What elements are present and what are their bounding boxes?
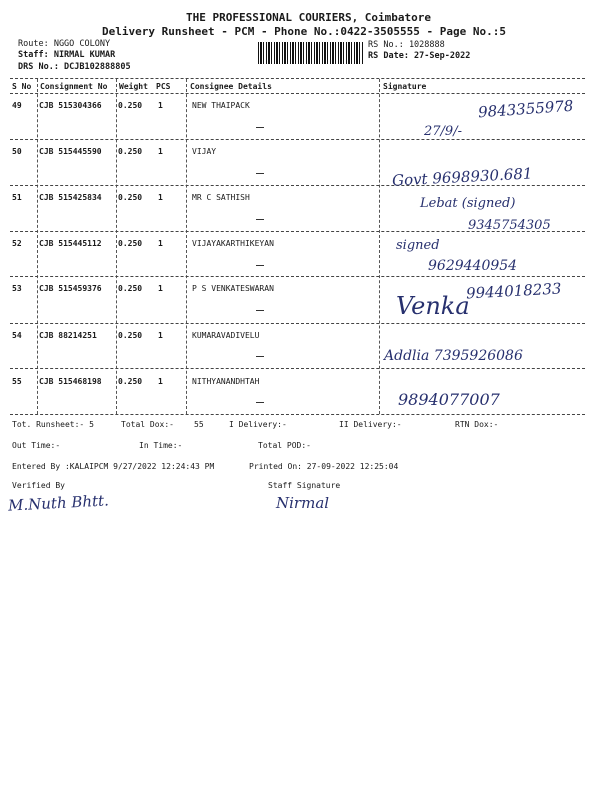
row-weight: 0.250	[118, 284, 143, 293]
row-pcs: 1	[158, 331, 163, 340]
drs-number: DRS No.: DCJB102888805	[18, 62, 131, 72]
ii-delivery: II Delivery:-	[339, 420, 402, 429]
pen-mark	[256, 356, 264, 357]
out-time: Out Time:-	[12, 441, 61, 450]
row-sno: 53	[12, 284, 22, 293]
row-sno: 50	[12, 147, 22, 156]
printed-on: Printed On: 27-09-2022 12:25:04	[249, 462, 399, 471]
rtn-dox: RTN Dox:-	[455, 420, 499, 429]
row-consignee: MR C SATHISH	[192, 193, 250, 202]
row-consignee: VIJAY	[192, 147, 217, 156]
row-weight: 0.250	[118, 331, 143, 340]
handwritten-name: Lebat (signed)	[420, 196, 516, 211]
route-label: Route: NGGO COLONY	[18, 39, 111, 49]
handwritten-signature: 9894077007	[398, 390, 500, 409]
pen-mark	[256, 173, 264, 174]
col-header-consignee: Consignee Details	[190, 82, 272, 91]
row-consignment: CJB 88214251	[39, 331, 97, 340]
entered-by: Entered By :KALAIPCM 9/27/2022 12:24:43 PM	[12, 462, 215, 471]
row-rule	[10, 139, 585, 140]
col-header-weight: Weight	[119, 82, 148, 91]
runsheet-title: Delivery Runsheet - PCM - Phone No.:0422-3505555 - Page No.:5	[102, 25, 506, 38]
col-divider	[379, 79, 380, 414]
row-pcs: 1	[158, 239, 163, 248]
table-header-rule	[10, 93, 585, 94]
handwritten-phone: 9944018233	[465, 279, 562, 303]
total-runsheet: Tot. Runsheet:- 5	[12, 420, 94, 429]
row-rule	[10, 323, 585, 324]
row-rule	[10, 185, 585, 186]
verified-by-label: Verified By	[12, 481, 65, 490]
row-consignment: CJB 515445590	[39, 147, 102, 156]
staff-signature: Nirmal	[276, 494, 330, 512]
row-consignee: KUMARAVADIVELU	[192, 331, 260, 340]
row-sno: 55	[12, 377, 22, 386]
i-delivery: I Delivery:-	[229, 420, 287, 429]
row-pcs: 1	[158, 377, 163, 386]
staff-signature-label: Staff Signature	[268, 481, 341, 490]
row-consignment: CJB 515425834	[39, 193, 102, 202]
row-weight: 0.250	[118, 101, 143, 110]
handwritten-phone: Addlia 7395926086	[384, 348, 523, 364]
row-weight: 0.250	[118, 377, 143, 386]
handwritten-signature: signed	[396, 238, 440, 253]
total-pod: Total POD:-	[258, 441, 311, 450]
handwritten-phone: Govt 9698930.681	[391, 164, 533, 190]
rs-date: RS Date: 27-Sep-2022	[368, 51, 471, 61]
row-sno: 49	[12, 101, 22, 110]
row-consignment: CJB 515304366	[39, 101, 102, 110]
row-sno: 52	[12, 239, 22, 248]
row-pcs: 1	[158, 101, 163, 110]
pen-mark	[256, 265, 264, 266]
handwritten-date: 27/9/-	[424, 124, 462, 139]
row-weight: 0.250	[118, 147, 143, 156]
col-header-consignment: Consignment No	[40, 82, 108, 91]
pen-mark	[256, 219, 264, 220]
row-rule	[10, 276, 585, 277]
company-title: THE PROFESSIONAL COURIERS, Coimbatore	[186, 11, 432, 24]
col-divider	[186, 79, 187, 414]
row-pcs: 1	[158, 193, 163, 202]
table-bottom-rule	[10, 414, 585, 415]
handwritten-phone: 9629440954	[428, 258, 518, 274]
total-dox-label: Total Dox:-	[121, 420, 174, 429]
row-consignee: NITHYANANDHTAH	[192, 377, 260, 386]
row-weight: 0.250	[118, 239, 143, 248]
row-sno: 54	[12, 331, 22, 340]
row-pcs: 1	[158, 147, 163, 156]
pen-mark	[256, 127, 264, 128]
staff-label: Staff: NIRMAL KUMAR	[18, 50, 116, 60]
barcode	[258, 42, 363, 64]
handwritten-phone: 9345754305	[468, 218, 551, 233]
col-divider	[37, 79, 38, 414]
row-weight: 0.250	[118, 193, 143, 202]
verified-by-signature: M.Nuth Bhtt.	[7, 491, 110, 515]
row-consignment: CJB 515459376	[39, 284, 102, 293]
pen-mark	[256, 402, 264, 403]
rs-number: RS No.: 1028888	[368, 40, 445, 50]
row-consignment: CJB 515468198	[39, 377, 102, 386]
row-sno: 51	[12, 193, 22, 202]
row-consignee: VIJAYAKARTHIKEYAN	[192, 239, 274, 248]
handwritten-signature: Venka	[396, 292, 470, 320]
col-header-signature: Signature	[383, 82, 427, 91]
row-pcs: 1	[158, 284, 163, 293]
col-header-pcs: PCS	[156, 82, 171, 91]
pen-mark	[256, 310, 264, 311]
row-consignee: P S VENKATESWARAN	[192, 284, 274, 293]
total-dox-value: 55	[194, 420, 204, 429]
in-time: In Time:-	[139, 441, 183, 450]
row-consignee: NEW THAIPACK	[192, 101, 250, 110]
col-divider	[116, 79, 117, 414]
row-consignment: CJB 515445112	[39, 239, 102, 248]
col-header-sno: S No	[12, 82, 32, 91]
table-top-rule	[10, 78, 585, 79]
handwritten-phone: 9843355978	[477, 96, 574, 122]
row-rule	[10, 368, 585, 369]
